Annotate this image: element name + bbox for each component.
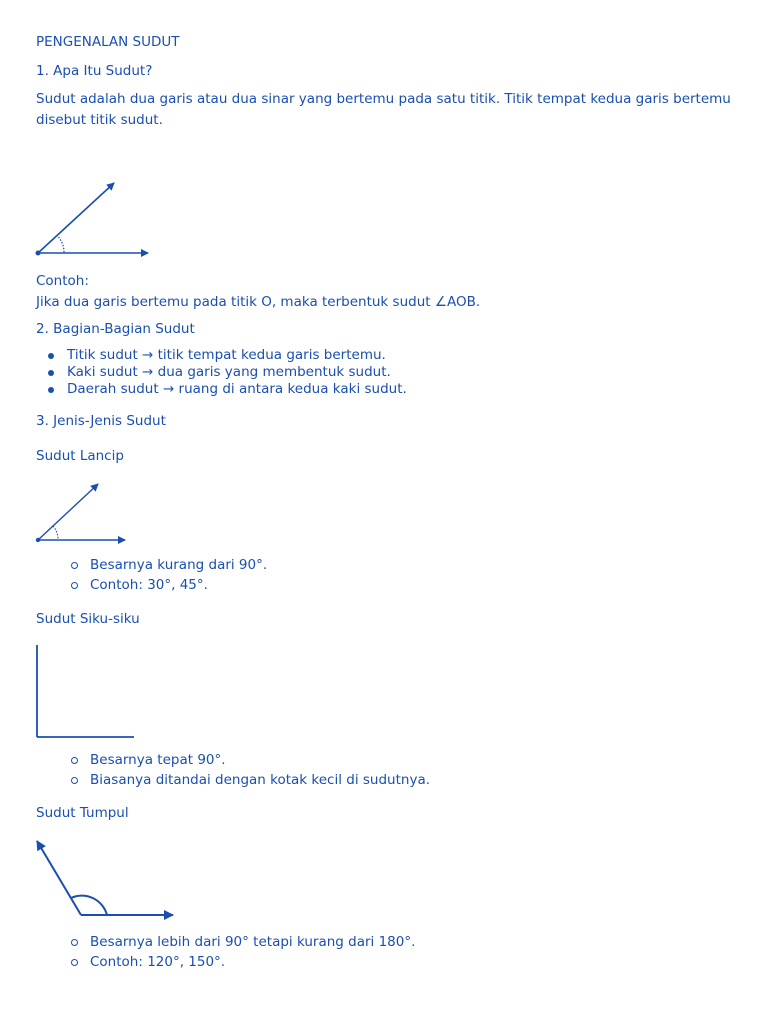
acute-ray-diagonal: [38, 484, 98, 540]
obtuse-ray-diagonal: [37, 841, 81, 915]
list-item: Biasanya ditandai dengan kotak kecil di sudutnya.: [36, 771, 430, 791]
list-item: Besarnya kurang dari 90°.: [36, 556, 267, 576]
section-3-heading: 3. Jenis-Jenis Sudut: [36, 413, 166, 429]
example-text: Jika dua garis bertemu pada titik O, maka terbentuk sudut ∠AOB.: [36, 294, 481, 310]
obtuse-angle-diagram: [0, 835, 190, 930]
page-title: PENGENALAN SUDUT: [36, 34, 180, 50]
angle-diagram: [0, 170, 170, 265]
obtuse-angle-title: Sudut Tumpul: [36, 805, 129, 821]
angle-ray-diagonal: [38, 183, 114, 253]
list-item: Titik sudut → titik tempat kedua garis bertemu.: [36, 347, 407, 364]
acute-angle-title: Sudut Lancip: [36, 448, 124, 464]
obtuse-angle-list: [36, 933, 415, 972]
vertex-point: [36, 251, 41, 256]
right-angle-title: Sudut Siku-siku: [36, 611, 140, 627]
list-item: Contoh: 120°, 150°.: [36, 953, 415, 973]
angle-parts-list: [36, 347, 407, 398]
right-angle-diagram: [0, 640, 150, 745]
acute-angle-list: [36, 556, 267, 595]
angle-arc: [59, 237, 65, 253]
acute-angle-diagram: [0, 475, 140, 550]
list-item: Contoh: 30°, 45°.: [36, 576, 267, 596]
section-2-heading: 2. Bagian-Bagian Sudut: [36, 321, 195, 337]
section-1-paragraph: Sudut adalah dua garis atau dua sinar yang bertemu pada satu titik. Titik tempat kedua garis bertemu disebut titik sudut.: [36, 91, 731, 128]
acute-angle-arc: [53, 526, 58, 540]
section-1-heading: 1. Apa Itu Sudut?: [36, 63, 153, 79]
list-item: Kaki sudut → dua garis yang membentuk sudut.: [36, 364, 407, 381]
list-item: Daerah sudut → ruang di antara kedua kaki sudut.: [36, 381, 407, 398]
acute-vertex-point: [36, 538, 40, 542]
list-item: Besarnya lebih dari 90° tetapi kurang dari 180°.: [36, 933, 415, 953]
right-angle-list: [36, 751, 430, 790]
example-label: Contoh:: [36, 273, 89, 289]
list-item: Besarnya tepat 90°.: [36, 751, 430, 771]
